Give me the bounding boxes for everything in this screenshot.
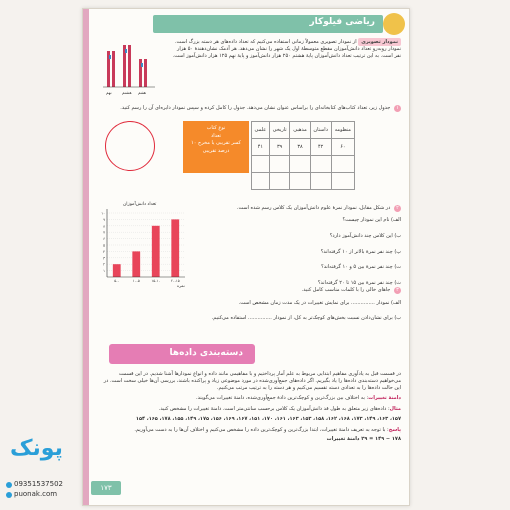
table-cell [290,156,310,173]
brand-watermark [4,436,76,502]
intro-tag: نمودار تصویری [358,38,401,46]
example-label: مثال [389,406,401,412]
table-row [252,139,355,156]
x-tick-label: ۱۰-۵ [132,279,140,283]
intro-block [171,39,401,59]
y-tick-label: ۱ [103,269,105,274]
table-row [252,156,355,173]
x-tick-label: ۱۵-۱۰ [151,279,161,283]
bar [152,226,160,277]
y-tick-label: ۲ [103,262,105,267]
phone-icon [6,482,12,488]
pictogram-chart [103,41,155,97]
table-cell: ۶۰ [331,139,354,156]
table-row [252,122,355,139]
question-2-item: ث) چند نفر نمرهٔ بین ۱۵ تا ۲۰ گرفته‌اند؟ [317,280,401,286]
books-table [251,121,355,190]
table-cell: منظومه [331,122,354,139]
globe-icon [6,492,12,498]
question-3 [101,287,401,322]
y-tick-label: ۸ [103,224,105,229]
question-2-text: در شکل مقابل، نمودار نمرهٔ علوم دانش‌آموزان یک کلاس رسم شده است. [236,205,391,211]
y-tick-label: ۹ [103,217,105,222]
page-header [153,15,383,33]
table-cell [331,156,354,173]
table-cell: داستان [310,122,331,139]
publisher-logo-icon [383,13,405,35]
table-cell: علمی [252,122,270,139]
y-tick-label: ۴ [103,249,105,254]
y-tick-label: ۷ [103,230,105,235]
row-label: نوع کتاب [206,125,226,131]
data-line: ۱۵۷، ۱۶۳، ۱۴۹، ۱۷۳، ۱۶۸، ۱۶۲، ۱۵۸، ۱۵۳، ۱۶۳، ۱۶۱، ۱۷۰، ۱۵۱، ۱۶۷، ۱۶۹، ۱۵۶، ۱۷۵، ۱۴۹، ۱۵۵، ۱۷۸، ۱۶۵، ۱۵۴ [135,415,401,422]
row-label: کسر تقریبی یا مخرج ۱۰ [191,140,241,146]
definition-text: به اختلاف بین بزرگ‌ترین و کوچک‌ترین دادهٔ جمع‌آوری‌شده، دامنهٔ تغییرات می‌گویند. [196,395,365,402]
y-tick-label: ۳ [103,256,105,261]
table-cell: تاریخی [269,122,290,139]
row-label: درصد تقریبی [202,147,230,154]
question-1 [101,105,401,112]
y-tick-label: ۶ [103,237,105,242]
x-axis-label: نمره [177,283,185,288]
table-cell [252,173,270,190]
table-cell [269,156,290,173]
bar [132,251,140,277]
intro-text-1: از نمودار تصویری معمولاً زمانی استفاده می‌کنیم که تعداد داده‌های هر دسته بزرگ است. [174,39,357,45]
question-2-item: الف) نام این نمودار چیست؟ [342,217,401,223]
example-text: داده‌های زیر متعلق به طول قد دانش‌آموزان یک کلاس برحسب سانتی‌متر است. دامنهٔ تغییرات را مشخص کنید. [158,406,387,412]
section-title: دسته‌بندی داده‌ها [169,348,243,358]
question-number: ۱ [394,105,401,112]
x-tick-label: ۵-۰ [114,279,120,283]
pictogram-label: هشتم [122,90,132,95]
table-cell: ۴۱ [252,139,270,156]
section-2-body: در قسمت قبل به یادآوری مفاهیم ابتدایی مربوط به علم آمار پرداختیم و با مفاهیمی مانند داده و انواع نمودارها آشنا شدیم. در این قسمت می‌خواهیم دسته‌بندی داده‌ها را یاد بگیریم. اگر داده‌های جمع‌آوری‌شده در مورد موضوعی زیاد و پراکنده باشند، بررسی آن‌ها خیلی سخت است. در این حالت داده‌ها را به تعدادی دسته تقسیم می‌کنیم و هر دسته را به ترتیب مرتب می‌کنیم. دامنهٔ تغییرات: به اختلاف بین بزرگ‌ترین و کوچک‌ترین دادهٔ جمع‌آوری‌شده، دامنهٔ تغییرات می‌گویند. مثال: داده‌های زیر متعلق به طول قد دانش‌آموزان یک کلاس برحسب سانتی‌متر است. دامنهٔ تغییرات را مشخص کنید. ۱۵۷، ۱۶۳، ۱۴۹، ۱۷۳، ۱۶۸، ۱۶۲، ۱۵۸، ۱۵۳، ۱۶۳، ۱۶۱، ۱۷۰، ۱۵۱، ۱۶۷، ۱۶۹، ۱۵۶، ۱۷۵، ۱۴۹، ۱۵۵، ۱۷۸، ۱۶۵، ۱۵۴ پاسخ: با توجه به تعریف دامنهٔ تغییرات، ابتدا بزرگ‌ترین و کوچک‌ترین داده را مشخص می‌کنیم و اختلاف آن‌ها را به دست می‌آوریم. ۱۷۸ − ۱۴۹ = ۲۹ دامنهٔ تغییرات [101,371,401,443]
brand-word: پونک [10,436,63,461]
table-cell [269,173,290,190]
question-1-text: جدول زیر، تعداد کتاب‌های کتابخانه‌ای را براساس عنوان نشان می‌دهد. جدول را کامل کرده و سپس نمودار دایره‌ای آن را رسم کنید. [120,105,391,111]
table-cell: ۳۹ [269,139,290,156]
bar [113,264,121,277]
brand-web: puonak.com [14,490,58,498]
row-label: تعداد [210,132,222,139]
table-cell [290,173,310,190]
brand-phone: 09351537502 [14,480,63,488]
chart-title: تعداد دانش‌آموزان [123,202,157,207]
question-2-item: ب) این کلاس چند دانش‌آموز دارد؟ [329,232,401,239]
table-cell: ۳۸ [290,139,310,156]
definition-label: دامنهٔ تغییرات [368,395,401,402]
answer-text: با توجه به تعریف دامنهٔ تغییرات، ابتدا بزرگ‌ترین و کوچک‌ترین داده را مشخص می‌کنیم و اختلاف آن‌ها را به دست می‌آوریم. [134,426,386,433]
y-tick-label: ۱۰ [101,211,105,216]
section-banner [109,344,255,364]
table-cell [310,156,331,173]
bar [171,219,179,277]
table-cell [310,173,331,190]
fill-blank-line: الف) نمودار ............... برای نمایش تغییرات در یک مدت زمان مشخص است. [238,300,401,306]
page-edge-stripe [83,9,89,505]
answer-label: پاسخ [388,426,401,433]
textbook-page [82,8,410,506]
y-tick-label: ۵ [103,243,105,248]
pie-chart-blank-circle [105,121,155,171]
question-2 [201,205,401,287]
fill-blank-line: ب) برای نشان‌دادن نسبت بخش‌های کوچک‌تر به کل، از نمودار ............... استفاده می‌کنیم. [211,314,401,321]
table-cell [252,156,270,173]
question-number: ۲ [394,205,401,212]
row-labels-box [183,121,249,173]
final-answer: ۱۷۸ − ۱۴۹ = ۲۹ دامنهٔ تغییرات [326,436,401,443]
page-number: ۱۷۳ [91,481,121,495]
question-2-item: پ) چند نفر نمرهٔ بالاتر از ۱۰ گرفته‌اند؟ [320,248,401,255]
table-row [252,173,355,190]
pictogram-label: هفتم [138,90,147,95]
intro-text-2: نمودار روبه‌رو تعداد دانش‌آموزان مقطع متوسطهٔ اول یک شهر را نشان می‌دهد. هر آدمک نشان‌دهندهٔ ۵۰ هزار نفر است. به این ترتیب تعداد دانش‌آموزان پایهٔ هشتم ۲۵۰ هزار دانش‌آموز و پایهٔ نهم ۱۲۵ هزار دانش‌آموز است. [172,45,401,59]
x-tick-label: ۲۰-۱۵ [170,279,180,283]
pictogram-label: نهم [106,90,112,95]
table-cell [331,173,354,190]
table-cell: ۴۲ [310,139,331,156]
table-cell: مذهبی [290,122,310,139]
section-2-paragraph: در قسمت قبل به یادآوری مفاهیم ابتدایی مربوط به علم آمار پرداختیم و با مفاهیمی مانند داده و انواع نمودارها آشنا شدیم. در این قسمت می‌خواهیم دسته‌بندی داده‌ها را یاد بگیریم. اگر داده‌های جمع‌آوری‌شده در مورد موضوعی زیاد و پراکنده باشند، بررسی آن‌ها خیلی سخت است. در این حالت داده‌ها را به تعدادی دسته تقسیم می‌کنیم و هر دسته را به ترتیب مرتب می‌کنیم. [103,371,401,391]
question-number: ۳ [394,287,401,294]
header-title: ریاضی فیلوکار [309,17,375,27]
question-2-item: ت) چند نفر نمرهٔ بین ۵ و ۱۰ گرفته‌اند؟ [321,264,401,271]
question-3-text: جاهای خالی را با کلمات مناسب کامل کنید. [301,287,391,293]
score-bar-chart [93,199,193,289]
